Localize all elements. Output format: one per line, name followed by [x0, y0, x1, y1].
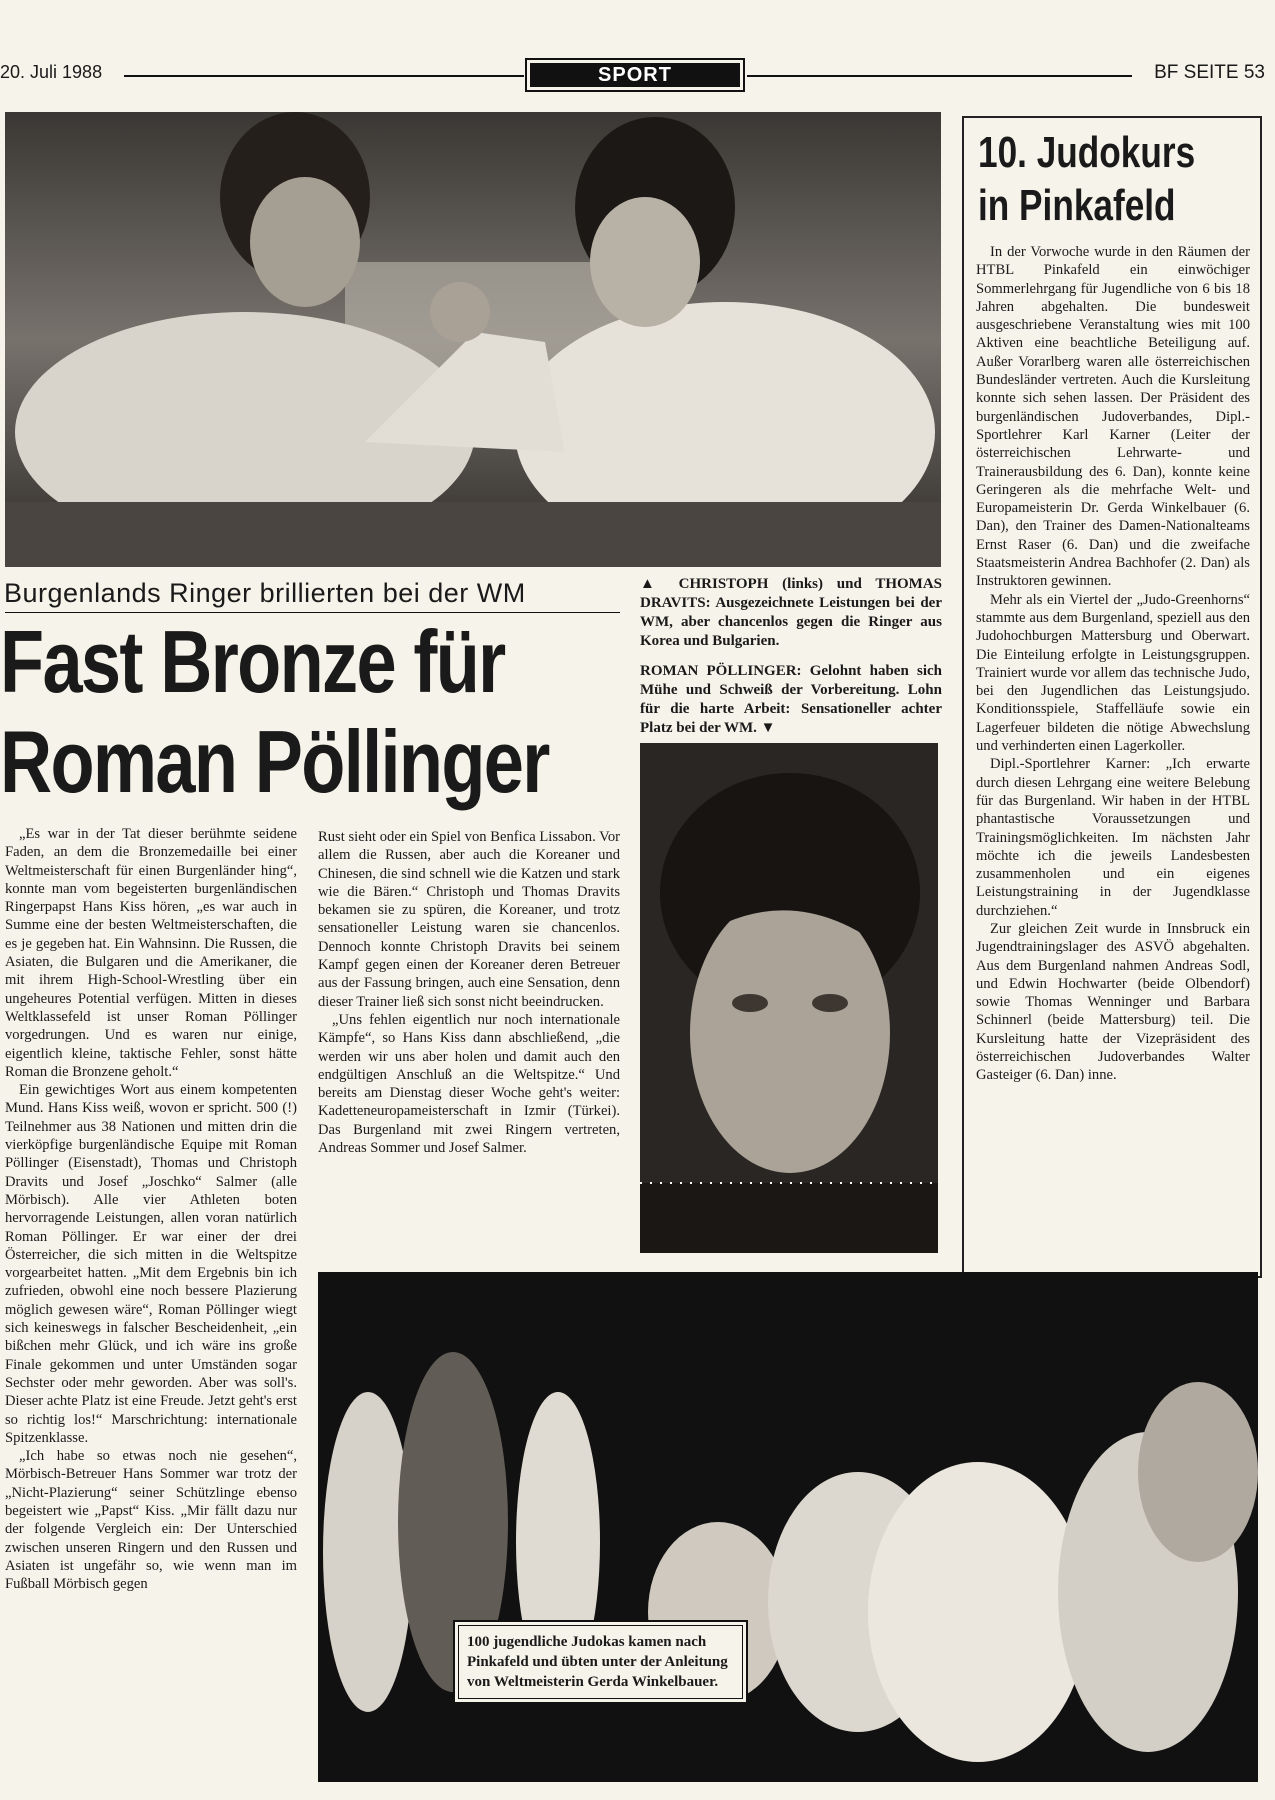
- sidebar-title-line-1: 10. Judokurs: [978, 128, 1196, 177]
- header-rule-left: [124, 75, 524, 77]
- article-paragraph: Rust sieht oder ein Spiel von Benfica Lissabon. Vor allem die Russen, aber auch die Koreaner und Chinesen, die sind schnell wie die Katzen und stark wie die Bären.“ Christoph und Thomas Dravits bekamen sie zu spüren, die Koreaner, und trotz sensationeller Leistung waren sie chancenlos. Dennoch konnte Christoph Dravits bei seinem Kampf gegen einen der Koreaner deren Betreuer aus der Fassung bringen, auch eine Sensation, denn dieser Trainer ließ sich sonst nicht beeindrucken.: [318, 829, 620, 1010]
- headline-line-2: Roman Pöllinger: [0, 712, 549, 811]
- bottom-photo-image: [318, 1272, 1258, 1782]
- sidebar-title: [978, 126, 1195, 232]
- page-number: BF SEITE 53: [1154, 62, 1265, 83]
- issue-date: 20. Juli 1988: [0, 62, 103, 82]
- bottom-photo-caption: [453, 1620, 748, 1704]
- sidebar-paragraph: Mehr als ein Viertel der „Judo-Greenhorns“ stammte aus dem Burgenland, speziell aus den Judohochburgen Mattersburg und Oberwart. Die Einteilung erfolgte in Leistungsgruppen. Trainiert wurde vor allem das technische Judo, bei den Jugendlichen das Leistungsjudo. Konditionsspiele, Staffelläufe sowie ein Lagerfeuer bildeten die nötige Abwechslung und verhinderten einen Lagerkoller.: [976, 591, 1250, 755]
- article-column-1: [5, 825, 297, 1593]
- portrait-caption: ROMAN PÖLLINGER: Gelohnt haben sich Mühe und Schweiß der Vorbereitung. Lohn für die harte Arbeit: Sensationeller achter Platz bei der WM. ▼: [640, 663, 942, 736]
- top-photo-image: [5, 112, 941, 567]
- article-paragraph: Ein gewichtiges Wort aus einem kompetenten Mund. Hans Kiss weiß, wovon er spricht. 500 (!) Teilnehmer aus 38 Nationen und mitten drin die vierköpfige burgenländische Equipe mit Roman Pöllinger (Eisenstadt), Thomas und Christoph Dravits und Josef „Joschko“ Salmer (alle Mörbisch). Alle vier Athleten boten hervorragende Leistungen, allen voran natürlich Roman Pöllinger. Er war einer der drei Österreicher, die sich mitten in die Weltspitze vorgearbeitet hatten. „Mit dem Ergebnis bin ich zufrieden, obwohl eine noch bessere Plazierung möglich gewesen wäre“, Roman Pöllinger wiegt sich keineswegs in falscher Bescheidenheit, „ein bißchen mehr Glück, und ich wäre ins große Finale gekommen und unter Umständen sogar Sechster oder mehr geworden. Aber was soll's. Dieser achte Platz ist eine Freude. Jetzt geht's erst so richtig los!“ Marschrichtung: internationale Spitzenklasse.: [5, 1082, 297, 1446]
- article-paragraph: „Es war in der Tat dieser berühmte seidene Faden, an dem die Bronzemedaille bei einer Weltmeisterschaft für einen Burgenländer hing“, konnte man vom begeisterten burgenländischen Ringerpapst Hans Kiss hören, „es war auch in Summe eine der besten Weltmeisterschaften, die es je gegeben hat. Ein Wahnsinn. Die Russen, die Asiaten, die Bulgaren und die Amerikaner, die mit ihrem High-School-Wrestling über ein ungeheures Potential verfügen. Mitten in dieses Weltklassefeld ist unser Roman Pöllinger vorgedrungen. Und es waren nur einige, eigentlich kleine, taktische Fehler, sonst hätte Roman die Bronzene geholt.“: [5, 826, 297, 1080]
- sidebar-paragraph: Zur gleichen Zeit wurde in Innsbruck ein Jugendtrainingslager des ASVÖ abgehalten. Aus dem Burgenland nahmen Andreas Sodl, und Edwin Hochwarter (beide Olbendorf) sowie Thomas Wenninger und Barbara Schinnerl (beide Mattersburg) teil. Die Kursleitung hatte der Vizepräsident des österreichischen Judoverbandes Walter Gasteiger (6. Dan) inne.: [976, 920, 1250, 1084]
- section-label: [525, 58, 745, 92]
- portrait-photo-image: [640, 743, 938, 1253]
- sidebar-paragraph: In der Vorwoche wurde in den Räumen der HTBL Pinkafeld ein einwöchiger Sommerlehrgang für Jugendliche von 6 bis 18 Jahren abgehalten. Die bundesweit ausgeschriebene Veranstaltung wies mit 100 Aktiven eine beachtliche Beteiligung auf. Außer Vorarlberg waren alle österreichischen Bundesländer vertreten. Auch die Kursleitung konnte sich sehen lassen. Der Präsident des burgenländischen Judoverbandes, Dipl.-Sportlehrer Karl Karner (Leiter der österreichischen Lehrwarte- und Trainerausbildung des 6. Dan), konnte keine Geringeren als die mehrfache Welt- und Europameisterin Dr. Gerda Winkelbauer (6. Dan), den Trainer des Damen-Nationalteams Ernst Raser (6. Dan) und die zweifache Staatsmeisterin Andrea Bachhofer (2. Dan) als Instruktoren gewinnen.: [976, 244, 1250, 590]
- sidebar-text: [976, 243, 1250, 1085]
- bottom-photo: [318, 1272, 1258, 1782]
- sidebar-paragraph: Dipl.-Sportlehrer Karner: „Ich erwarte durch diesen Lehrgang eine weitere Belebung für das Burgenland. Wir haben in der HTBL phantastische Voraussetzungen und Trainingsmöglichkeiten. Im nächsten Jahr möchte ich die jeweils Landesbesten zusammenholen und ein eigenes Leistungstraining in der Jugendklasse durchziehen.“: [976, 756, 1250, 919]
- article-paragraph: „Uns fehlen eigentlich nur noch internationale Kämpfe“, so Hans Kiss dann abschließend, „die werden wir uns aber holen und damit auch den endgültigen Anschluß an die Weltspitze.“ Und bereits am Dienstag dieser Woche geht's weiter: Kadetteneuropameisterschaft in Izmir (Türkei). Das Burgenland mit zwei Ringern vertreten, Andreas Sommer und Josef Salmer.: [318, 1011, 620, 1157]
- headline-line-1: Fast Bronze für: [0, 612, 505, 711]
- article-kicker: Burgenlands Ringer brillierten bei der WM: [4, 578, 526, 608]
- top-photo: [5, 112, 941, 567]
- article-paragraph: „Ich habe so etwas noch nie gesehen“, Mörbisch-Betreuer Hans Sommer war trotz der „Nicht-Plazierung“ seiner Schützlinge ebenso begeistert wie „Papst“ Kiss. „Mir fällt dazu nur der folgende Vergleich ein: Der Unterschied zwischen unseren Ringern und den Russen und Asiaten ist ungefähr so, wie wenn man im Fußball Mörbisch gegen: [5, 1448, 297, 1593]
- bottom-photo-caption-text: 100 jugendliche Judokas kamen nach Pinkafeld und übten unter der Anleitung von Weltmeisterin Gerda Winkelbauer.: [458, 1625, 743, 1699]
- header-rule-right: [747, 75, 1132, 77]
- portrait-photo: [640, 743, 938, 1253]
- top-photo-caption: ▲ CHRISTOPH (links) und THOMAS DRAVITS: Ausgezeichnete Leistungen bei der WM, aber chancenlos gegen die Ringer aus Korea und Bulgarien.: [640, 576, 942, 649]
- article-column-2: [318, 828, 620, 1157]
- section-label-text: SPORT: [530, 63, 740, 87]
- sidebar-title-line-2: in Pinkafeld: [978, 181, 1176, 230]
- article-headline: [0, 612, 549, 812]
